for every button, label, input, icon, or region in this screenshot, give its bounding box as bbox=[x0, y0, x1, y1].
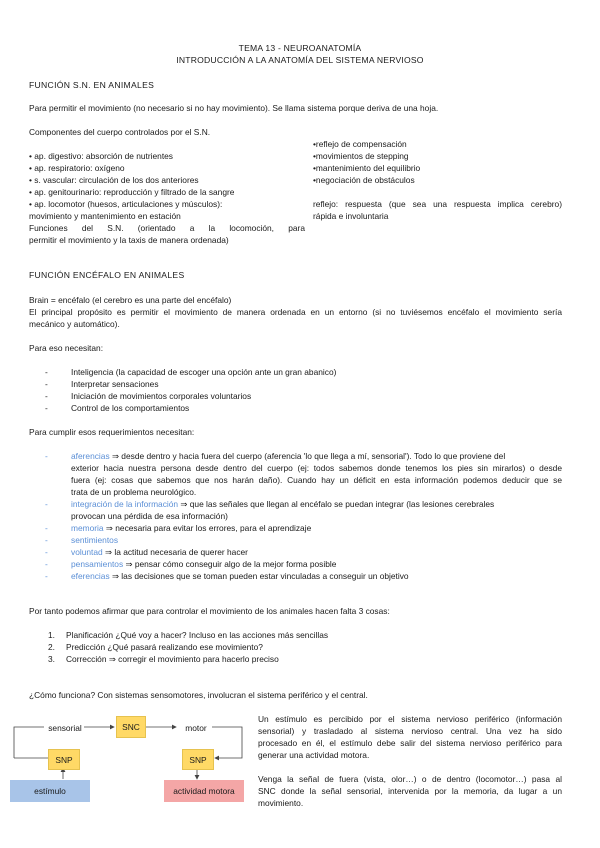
component-item: • s. vascular: circulación de los dos anteriores bbox=[29, 175, 199, 185]
right-list-item: •movimientos de stepping bbox=[313, 151, 409, 161]
section1-heading: FUNCIÓN S.N. EN ANIMALES bbox=[29, 80, 155, 90]
purpose-line1: El principal propósito es permitir el movimiento de manera ordenada en un entorno (si no tuviésemos encéfalo el movimiento sería bbox=[29, 307, 562, 317]
needs-title: Para eso necesitan: bbox=[29, 343, 104, 353]
numbered-item: 2. Predicción ¿Qué pasará realizando ese movimiento? bbox=[48, 642, 263, 652]
stimulus-box: estímulo bbox=[10, 780, 90, 802]
requirement-pensamientos: - pensamientos ⇒ pensar cómo conseguir algo de la mejor forma posible bbox=[45, 559, 337, 569]
explanation-p2-line2: SNC donde la señal sensorial, intervenida por la memoria, da lugar a un bbox=[258, 786, 562, 796]
right-list-item: •negociación de obstáculos bbox=[313, 175, 415, 185]
purpose-line2: mecánico y automático). bbox=[29, 319, 120, 329]
functions-line1: Funciones del S.N. (orientado a la locomoción, para bbox=[29, 223, 305, 233]
snp-right-box: SNP bbox=[182, 749, 214, 770]
explanation-p1-line4: generar una actividad motora. bbox=[258, 750, 370, 760]
component-item: • ap. locomotor (huesos, articulaciones y músculos): bbox=[29, 199, 223, 209]
doc-title-line1: TEMA 13 - NEUROANATOMÍA bbox=[238, 43, 362, 53]
snp-left-box: SNP bbox=[48, 749, 80, 770]
list-item: - Iniciación de movimientos corporales voluntarios bbox=[45, 391, 252, 401]
right-list-item: •reflejo de compensación bbox=[313, 139, 407, 149]
arrow-to-snp-right bbox=[210, 727, 242, 758]
conclusion: Por tanto podemos afirmar que para controlar el movimiento de los animales hacen falta 3 cosas: bbox=[29, 606, 390, 616]
list-item: - Inteligencia (la capacidad de escoger una opción ante un gran abanico) bbox=[45, 367, 337, 377]
motor-activity-box: actividad motora bbox=[164, 780, 244, 802]
explanation-p2-line1: Venga la señal de fuera (vista, olor…) o de dentro (locomotor…) pasa al bbox=[258, 774, 562, 784]
component-item: • ap. respiratorio: oxígeno bbox=[29, 163, 125, 173]
section2-heading: FUNCIÓN ENCÉFALO EN ANIMALES bbox=[29, 270, 185, 280]
requirement-integracion: - integración de la información ⇒ que las señales que llegan al encéfalo se puedan integrar (las lesiones cerebrales bbox=[45, 499, 495, 509]
doc-title-line2: INTRODUCCIÓN A LA ANATOMÍA DEL SISTEMA NERVIOSO bbox=[176, 55, 424, 65]
requirement-eferencias: - eferencias ⇒ las decisiones que se toman pueden estar vinculadas a conseguir un objetivo bbox=[45, 571, 409, 581]
component-item: • ap. genitourinario: reproducción y filtrado de la sangre bbox=[29, 187, 235, 197]
explanation-p1-line3: procesado en él, el estímulo debe salir del sistema nervioso periférico para bbox=[258, 738, 562, 748]
numbered-item: 1. Planificación ¿Qué voy a hacer? Incluso en las acciones más sencillas bbox=[48, 630, 329, 640]
reflex-definition-line2: rápida e involuntaria bbox=[313, 211, 389, 221]
label-motor: motor bbox=[180, 721, 212, 734]
reflex-definition-line1: reflejo: respuesta (que sea una respuesta implica cerebro) bbox=[313, 199, 562, 209]
section1-intro: Para permitir el movimiento (no necesario si no hay movimiento). Se llama sistema porque deriva de una hoja. bbox=[29, 103, 439, 113]
snc-box: SNC bbox=[116, 716, 146, 738]
requirement-aferencias: - aferencias ⇒ desde dentro y hacia fuera del cuerpo (aferencia 'lo que llega a mí, sensorial'). Todo lo que proviene del bbox=[45, 451, 506, 461]
requirement-aferencias-line3: fuera (ej: cosas que sabemos que nos harán daño). Cuando hay un déficit en esta información podemos deducir que se bbox=[71, 475, 562, 485]
locomotor-continuation: movimiento y mantenimiento en estación bbox=[29, 211, 181, 221]
components-title: Componentes del cuerpo controlados por el S.N. bbox=[29, 127, 211, 137]
explanation-p1-line1: Un estímulo es percibido por el sistema nervioso periférico (información bbox=[258, 714, 562, 724]
list-item: - Interpretar sensaciones bbox=[45, 379, 159, 389]
requirement-voluntad: - voluntad ⇒ la actitud necesaria de querer hacer bbox=[45, 547, 248, 557]
functions-line2: permitir el movimiento y la taxis de manera ordenada) bbox=[29, 235, 229, 245]
requirements-title: Para cumplir esos requerimientos necesitan: bbox=[29, 427, 195, 437]
brain-definition: Brain = encéfalo (el cerebro es una parte del encéfalo) bbox=[29, 295, 232, 305]
how-it-works: ¿Cómo funciona? Con sistemas sensomotores, involucran el sistema periférico y el central. bbox=[29, 690, 368, 700]
label-sensorial: sensorial bbox=[46, 721, 84, 734]
explanation-p1-line2: sensorial) y trasladado al sistema nervioso central. Una vez ha sido bbox=[258, 726, 562, 736]
requirement-sentimientos: - sentimientos bbox=[45, 535, 119, 545]
requirement-integracion-line2: provocan una pérdida de esa información) bbox=[71, 511, 228, 521]
requirement-memoria: - memoria ⇒ necesaria para evitar los errores, para el aprendizaje bbox=[45, 523, 312, 533]
sensorimotor-diagram bbox=[10, 712, 250, 812]
numbered-item: 3. Corrección ⇒ corregir el movimiento para hacerlo preciso bbox=[48, 654, 279, 664]
component-item: • ap. digestivo: absorción de nutrientes bbox=[29, 151, 173, 161]
right-list-item: •mantenimiento del equilibrio bbox=[313, 163, 421, 173]
explanation-p2-line3: movimiento. bbox=[258, 798, 304, 808]
requirement-aferencias-line4: trata de un problema neurológico. bbox=[71, 487, 197, 497]
connector-line bbox=[14, 727, 44, 758]
list-item: - Control de los comportamientos bbox=[45, 403, 190, 413]
requirement-aferencias-line2: exterior hacia nuestra persona desde dentro del cuerpo (ej: todos sabemos donde tenemos los pies sin mirarlos) o desde bbox=[71, 463, 562, 473]
